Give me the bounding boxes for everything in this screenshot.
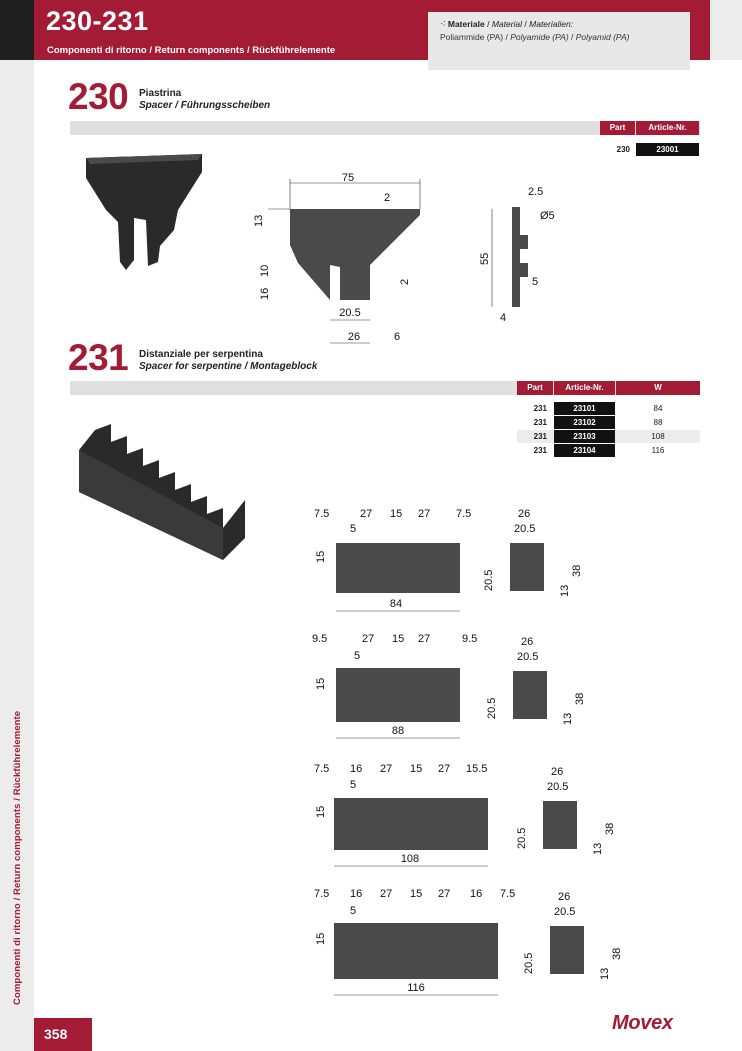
dim-231-1-e: 7.5 <box>456 508 472 520</box>
dim-231-3-h: 15 <box>315 805 327 818</box>
side-4-h205: 20.5 <box>523 952 535 974</box>
table-cell-part: 230 <box>616 145 630 154</box>
table-row-w: 108 <box>651 432 665 441</box>
side-4-w26: 26 <box>558 891 571 903</box>
side-3-h38: 38 <box>604 822 616 835</box>
dim-230-h10: 10 <box>259 264 271 277</box>
dim-231-3-c: 27 <box>380 763 393 775</box>
dim-231-3-f: 15.5 <box>466 763 488 775</box>
dim-231-4-c: 27 <box>380 888 393 900</box>
brand-logo: Movex <box>612 1012 673 1034</box>
table-row-w: 116 <box>651 446 665 455</box>
side-2-w26: 26 <box>521 636 534 648</box>
table-row-article: 23102 <box>554 416 615 429</box>
product-231-photo <box>75 420 255 570</box>
dim-230-side-5: 5 <box>532 276 539 288</box>
dim-231-4-g: 7.5 <box>500 888 516 900</box>
drawing-231-side-3 <box>513 763 623 863</box>
table-row-article: 23101 <box>554 402 615 415</box>
table-row-article: 23104 <box>554 444 615 457</box>
side-4-h38: 38 <box>611 947 623 960</box>
dim-230-h16: 16 <box>259 287 271 300</box>
drawing-230-front <box>250 172 430 345</box>
dim-231-1-a: 7.5 <box>314 508 330 520</box>
dim-231-3-b: 16 <box>350 763 363 775</box>
dim-230-w6: 6 <box>394 331 401 343</box>
drawing-231-front-1 <box>310 505 480 615</box>
product-code-231: 231 <box>68 337 129 378</box>
page-subtitle: Componenti di ritorno / Return components / Rückführelemente <box>47 45 336 56</box>
dim-231-2-c: 15 <box>392 633 405 645</box>
side-2-h13: 13 <box>562 712 574 725</box>
dim-230-width: 75 <box>341 172 355 184</box>
drawing-231-front-4 <box>310 885 520 1000</box>
dim-231-3-slot: 5 <box>350 779 357 791</box>
right-corner-block <box>710 0 742 60</box>
table-cell-article: 23001 <box>636 143 699 156</box>
side-3-h13: 13 <box>592 842 604 855</box>
material-value: Poliammide (PA) / Polyamide (PA) / Polyamid (PA) <box>440 32 630 42</box>
dim-230-w26: 26 <box>347 331 361 343</box>
dim-230-top: 13 <box>253 214 265 227</box>
drawing-231-front-2 <box>310 630 480 740</box>
table-row-part: 231 <box>533 418 547 427</box>
side-1-h13: 13 <box>559 584 571 597</box>
dim-231-1-d: 27 <box>418 508 431 520</box>
material-icon: ⁖ <box>440 19 446 30</box>
side-2-h205: 20.5 <box>486 697 498 719</box>
table-row-article: 23103 <box>554 430 615 443</box>
dim-231-4-f: 16 <box>470 888 483 900</box>
dim-230-slot: 2 <box>384 192 391 204</box>
side-4-h13: 13 <box>599 967 611 980</box>
dim-231-4-slot: 5 <box>350 905 357 917</box>
side-1-h205: 20.5 <box>483 569 495 591</box>
dim-230-w20: 20.5 <box>339 307 361 319</box>
side-section-label: Componenti di ritorno / Return components / Rückführelemente <box>12 710 23 1005</box>
dim-230-d2: 2 <box>399 278 411 285</box>
dim-231-2-e: 9.5 <box>462 633 478 645</box>
side-2-h38: 38 <box>574 692 586 705</box>
drawing-231-side-4 <box>520 888 630 988</box>
dim-231-4-a: 7.5 <box>314 888 330 900</box>
product-code-230: 230 <box>68 76 129 117</box>
side-3-w205: 20.5 <box>547 781 569 793</box>
dim-231-3-w: 108 <box>400 853 420 865</box>
drawing-230-side <box>470 185 560 325</box>
dim-231-4-h: 15 <box>315 932 327 945</box>
dim-231-4-w: 116 <box>407 982 425 994</box>
product-title-230: Piastrina <box>139 88 182 99</box>
dim-231-1-h: 15 <box>315 550 327 563</box>
dim-231-2-a: 9.5 <box>312 633 328 645</box>
dim-231-2-slot: 5 <box>354 650 361 662</box>
dim-231-3-d: 15 <box>410 763 423 775</box>
side-2-w205: 20.5 <box>517 651 539 663</box>
table-header-article: Article-Nr. <box>636 121 699 135</box>
table-row-w: 84 <box>653 404 663 413</box>
product-230-photo <box>78 150 208 275</box>
dim-230-side-t: 2.5 <box>528 186 544 198</box>
dim-231-1-c: 15 <box>390 508 403 520</box>
table-row-part: 231 <box>533 446 547 455</box>
table-header-w-231: W <box>616 381 700 395</box>
table-row-part: 231 <box>533 432 547 441</box>
table-row-part: 231 <box>533 404 547 413</box>
dim-231-2-d: 27 <box>418 633 431 645</box>
side-3-w26: 26 <box>551 766 564 778</box>
dim-230-side-hole: Ø5 <box>540 210 555 222</box>
dim-231-2-h: 15 <box>315 677 327 690</box>
material-label: ⁖ Materiale / Material / Materialien: <box>440 19 574 30</box>
left-corner-block <box>0 0 34 60</box>
table-header-part-231: Part <box>517 381 553 395</box>
dim-231-1-slot: 5 <box>350 523 357 535</box>
side-1-w205: 20.5 <box>514 523 536 535</box>
page-number: 358 <box>44 1026 68 1042</box>
dim-231-1-w: 84 <box>389 598 403 610</box>
dim-231-2-w: 88 <box>391 725 405 737</box>
table-row-w: 88 <box>653 418 663 427</box>
dim-231-2-b: 27 <box>362 633 375 645</box>
dim-231-3-a: 7.5 <box>314 763 330 775</box>
dim-231-4-b: 16 <box>350 888 363 900</box>
dim-230-side-4: 4 <box>500 312 507 324</box>
side-1-w26: 26 <box>518 508 531 520</box>
product-subtitle-230: Spacer / Führungsscheiben <box>139 100 271 111</box>
dim-231-4-d: 15 <box>410 888 423 900</box>
dim-231-4-e: 27 <box>438 888 451 900</box>
drawing-231-front-3 <box>310 760 505 870</box>
dim-230-side-h: 55 <box>479 252 491 265</box>
product-subtitle-231: Spacer for serpentine / Montageblock <box>139 361 318 372</box>
dim-231-3-e: 27 <box>438 763 451 775</box>
product-title-231: Distanziale per serpentina <box>139 349 263 360</box>
page-title: 230-231 <box>46 6 149 36</box>
table-header-part: Part <box>600 121 635 135</box>
side-4-w205: 20.5 <box>554 906 576 918</box>
dim-231-1-b: 27 <box>360 508 373 520</box>
side-3-h205: 20.5 <box>516 827 528 849</box>
drawing-231-side-2 <box>483 633 593 733</box>
table-header-article-231: Article-Nr. <box>554 381 615 395</box>
drawing-231-side-1 <box>480 505 590 605</box>
side-1-h38: 38 <box>571 564 583 577</box>
